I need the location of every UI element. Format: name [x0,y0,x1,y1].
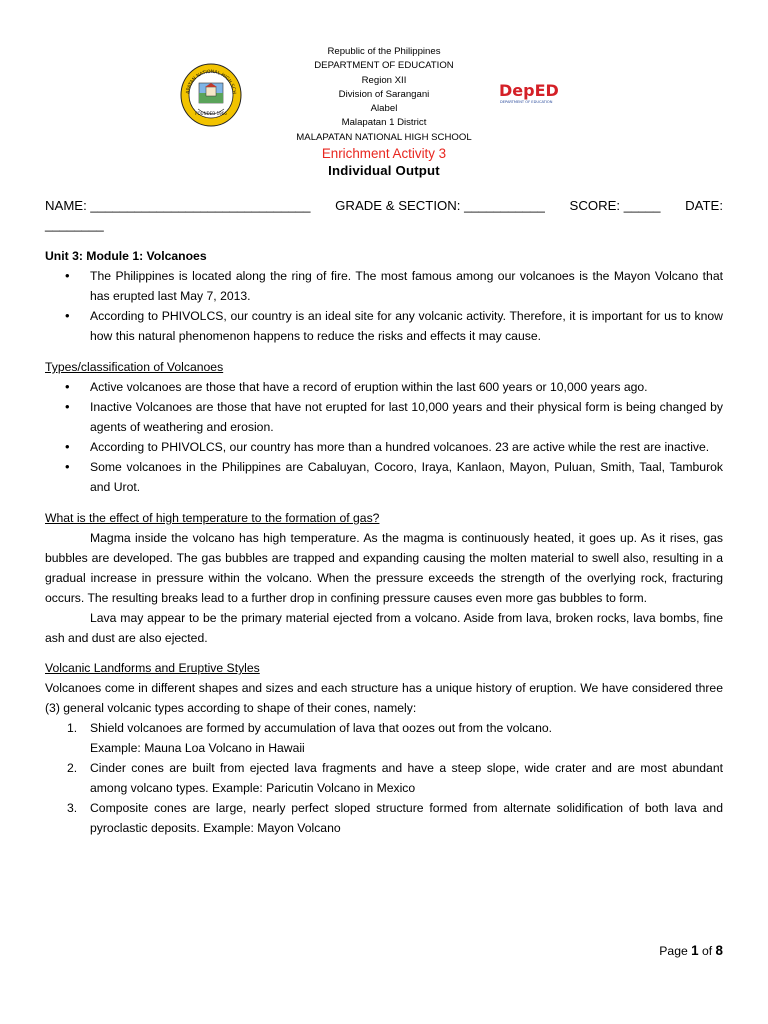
list-item: • Active volcanoes are those that have a record of eruption within the last 600 years or 10,000 years ago. [45,377,723,397]
landforms-heading: Volcanic Landforms and Eruptive Styles [45,661,260,675]
letterhead-line: DEPARTMENT OF EDUCATION [314,60,454,72]
list-item-text: Composite cones are large, nearly perfect sloped structure formed from alternate solidification of both lava and pyroclastic deposits. Example: Mayon Volcano [90,801,723,835]
school-seal-logo [180,63,242,127]
module-content [45,246,723,838]
list-number: 2. [67,761,78,775]
date-blank: ________ [45,217,104,232]
list-number: 3. [67,801,78,815]
list-number: 1. [67,721,78,735]
letterhead-line: MALAPATAN NATIONAL HIGH SCHOOL [296,131,472,143]
effect-heading: What is the effect of high temperature to the formation of gas? [45,511,380,525]
letterhead-line: Malapatan 1 District [341,117,427,129]
list-item: • According to PHIVOLCS, our country has more than a hundred volcanoes. 23 are active while the rest are inactive. [45,437,723,457]
list-item-text: Shield volcanoes are formed by accumulation of lava that oozes out from the volcano. [90,721,553,735]
name-field: NAME: ______________________________ [45,198,311,213]
page-current: 1 [691,943,699,958]
list-item: • The Philippines is located along the ring of fire. The most famous among our volcanoes is the Mayon Volcano that has erupted last May 7, 2013. [45,266,723,306]
list-item-example: Example: Mauna Loa Volcano in Hawaii [90,741,305,755]
letterhead [234,45,534,145]
date-field: DATE: [685,198,723,213]
list-item-text: Cinder cones are built from ejected lava fragments and have a steep slope, wide crater and are most abundant among volcano types. Example: Paricutin Volcano in Mexico [90,761,723,795]
types-heading: Types/classification of Volcanoes [45,360,224,374]
page-total: 8 [715,943,723,958]
letterhead-line: Division of Sarangani [338,88,430,100]
types-bullet-list [45,377,723,497]
deped-logo-text: DepED [499,81,559,100]
landforms-numbered-list [45,718,723,838]
list-item: • Some volcanoes in the Philippines are Cabaluyan, Cocoro, Iraya, Kanlaon, Mayon, Puluan, Smith, Taal, Tamburok and Urot. [45,457,723,497]
list-item [45,758,723,798]
letterhead-line: Alabel [370,103,398,115]
landforms-intro: Volcanoes come in different shapes and sizes and each structure has a unique history of eruption. We have considered three (3) general volcanic types according to shape of their cones, namely: [45,681,723,715]
seal-founded-text: FOUNDED 1966 [195,111,227,116]
list-item: • According to PHIVOLCS, our country is an ideal site for any volcanic activity. Therefore, it is important for us to know how this natural phenomenon happens to reduce the risks and effects it may cause. [45,306,723,346]
student-info-line [45,196,723,215]
deped-subtext: DEPARTMENT OF EDUCATION [500,100,553,104]
effect-paragraph: Magma inside the volcano has high temperature. As the magma is continuously heated, it goes up. As it rises, gas bubbles are developed. The gas bubbles are trapped and expanding causing the molten material to swell also, resulting in a gradual increase in pressure within the volcano. When the pressure exceeds the strength of the overlying rock, fracturing occurs. The resulting breaks lead to a further drop in confining pressure causes even more gas bubbles to form. [45,531,723,605]
grade-section-field: GRADE & SECTION: ___________ [335,198,545,213]
page-number [659,942,723,960]
list-item [45,798,723,838]
score-field: SCORE: _____ [569,198,661,213]
of-word: of [701,944,713,958]
seal-text: APATAN NATIONAL HIGH SCH [185,69,237,95]
intro-bullet-list [45,266,723,346]
letterhead-line: Region XII [361,74,407,86]
effect-paragraph: Lava may appear to be the primary material ejected from a volcano. Aside from lava, broken rocks, lava bombs, fine ash and dust are also ejected. [45,611,723,645]
unit-heading: Unit 3: Module 1: Volcanoes [45,249,207,263]
letterhead-line: Republic of the Philippines [327,46,441,57]
list-item: • Inactive Volcanoes are those that have not erupted for last 10,000 years and their physical form is being changed by agents of weathering and erosion. [45,397,723,437]
page-word: Page [659,944,688,958]
list-item [45,718,723,758]
output-title: Individual Output [328,163,440,178]
activity-title: Enrichment Activity 3 [321,146,447,161]
